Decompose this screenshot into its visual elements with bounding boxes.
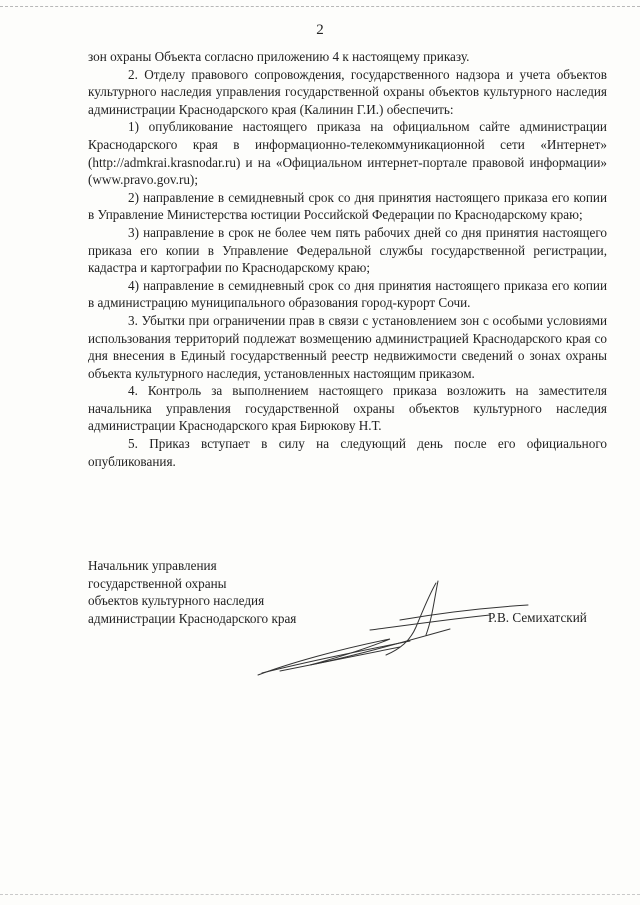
scan-edge-line (0, 6, 640, 7)
signatory-name: Р.В. Семихатский (488, 610, 587, 625)
handwritten-signature (250, 575, 530, 685)
document-body (88, 48, 607, 470)
signatory-title-line: объектов культурного наследия (88, 593, 265, 609)
subitem-4-sochi-administration: 4) направление в семидневный срок со дня принятия настоящего приказа его копии в администрацию муниципального образования город-курорт Сочи. (88, 277, 607, 311)
signatory-title-line: государственной охраны (88, 575, 227, 591)
subitem-3-rosreestr: 3) направление в срок не более чем пять рабочих дней со дня принятия настоящего приказа его копии в Управление Федеральной службы государственной регистрации, кадастра и картографии по Краснодарскому краю; (88, 224, 607, 276)
signatory-title-line: администрации Краснодарского края (88, 610, 297, 626)
paragraph-item-3: 3. Убытки при ограничении прав в связи с установлением зон с особыми условиями использования территорий подлежат возмещению администрацией Краснодарского края со дня внесения в Единый государственный реестр недвижимости сведений о зонах охраны объекта культурного наследия, установленных настоящим приказом. (88, 312, 607, 381)
subitem-1-publication: 1) опубликование настоящего приказа на официальном сайте администрации Краснодарского края в информационно-телекоммуникационной сети «Интернет» (http://admkrai.krasnodar.ru) и на «Официальном интернет-портале правовой информации» (www.pravo.gov.ru); (88, 119, 607, 188)
page-number: 2 (316, 22, 324, 38)
paragraph-item-4: 4. Контроль за выполнением настоящего приказа возложить на заместителя начальника управления государственной охраны объектов культурного наследия администрации Краснодарского края Бирюкову Н.Т. (88, 383, 607, 434)
paragraph-item-5: 5. Приказ вступает в силу на следующий день после его официального опубликования. (88, 436, 607, 469)
paragraph-item-2: 2. Отделу правового сопровождения, государственного надзора и учета объектов культурного наследия управления государственной охраны объектов культурного наследия администрации Краснодарского края (Калинин Г.И.) обеспечить: (88, 66, 607, 117)
signatory-title-line: Начальник управления (88, 558, 217, 573)
scan-edge-line (0, 894, 640, 895)
paragraph-continuation: зон охраны Объекта согласно приложению 4 к настоящему приказу. (88, 49, 470, 64)
subitem-2-ministry-of-justice: 2) направление в семидневный срок со дня принятия настоящего приказа его копии в Управление Министерства юстиции Российской Федерации по Краснодарскому краю; (88, 189, 607, 223)
